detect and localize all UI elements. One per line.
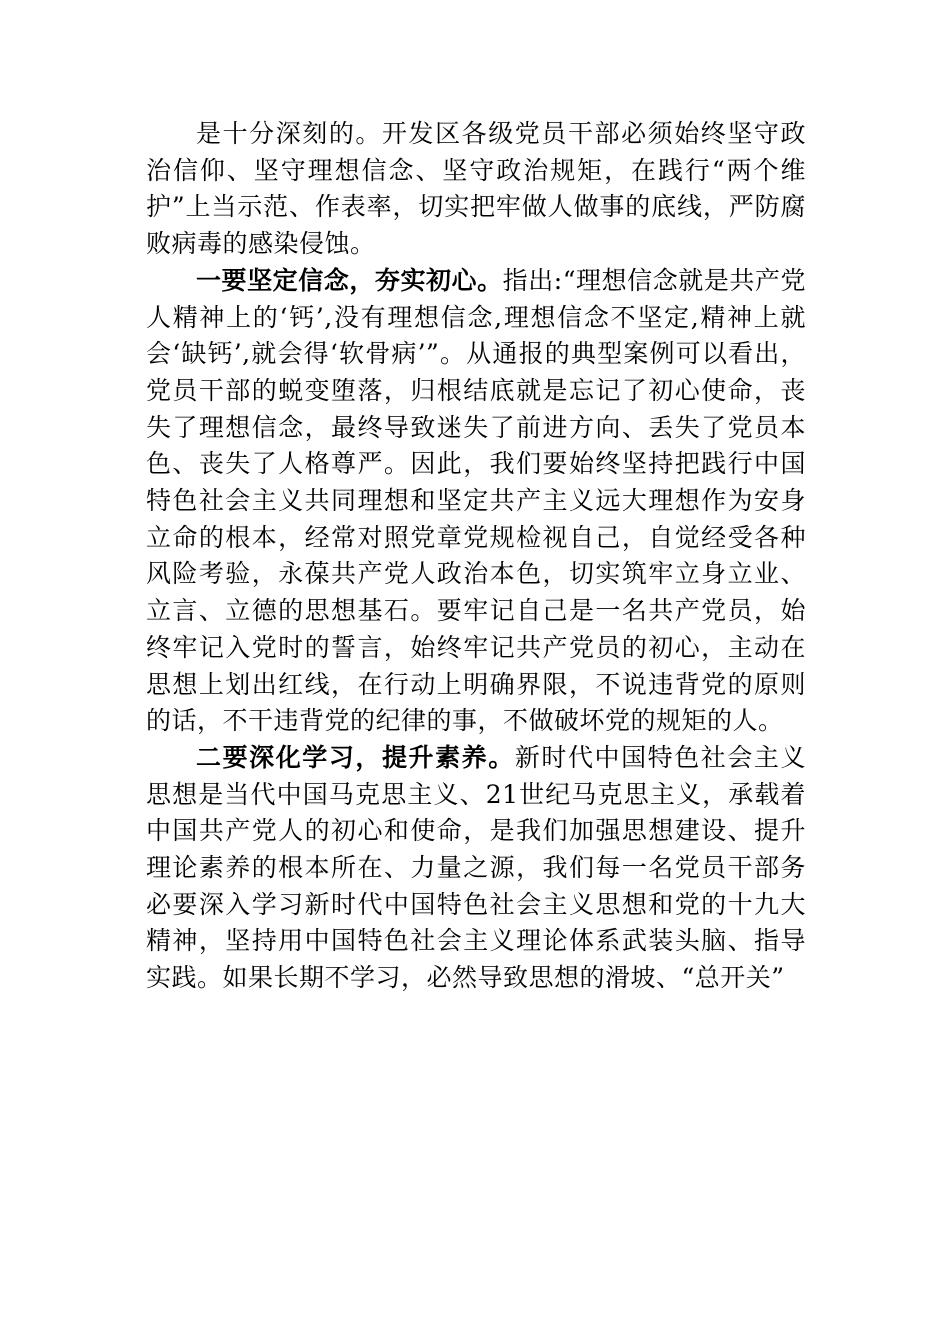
paragraph-firm-belief — [146, 263, 806, 740]
paragraph-text: 新时代中国特色社会主义思想是当代中国马克思主义、21世纪马克思主义，承载着中国共产党人的初心和使命，是我们加强思想建设、提升理论素养的根本所在、力量之源，我们每一名党员干部务必要深入学习新时代中国特色社会主义思想和党的十九大精神，坚持用中国特色社会主义理论体系武装头脑、指导实践。如果长期不学习，必然导致思想的滑坡、“总开关” — [146, 742, 806, 993]
paragraph-heading: 二要深化学习，提升素养。 — [196, 742, 515, 772]
paragraph-heading: 一要坚定信念，夯实初心。 — [196, 265, 503, 295]
paragraph-deepen-study — [146, 740, 806, 997]
document-body — [146, 116, 806, 997]
paragraph-text: 指出:“理想信念就是共产党人精神上的‘钙’,没有理想信念,理想信念不坚定,精神上就会‘缺钙’,就会得‘软骨病’”。从通报的典型案例可以看出，党员干部的蜕变堕落，归根结底就是忘记了初心使命，丧失了理想信念，最终导致迷失了前进方向、丢失了党员本色、丧失了人格尊严。因此，我们要始终坚持把践行中国特色社会主义共同理想和坚定共产主义远大理想作为安身立命的根本，经常对照党章党规检视自己，自觉经受各种风险考验，永葆共产党人政治本色，切实筑牢立身立业、立言、立德的思想基石。要牢记自己是一名共产党员，始终牢记入党时的誓言，始终牢记共产党员的初心，主动在思想上划出红线，在行动上明确界限，不说违背党的原则的话，不干违背党的纪律的事，不做破坏党的规矩的人。 — [146, 265, 806, 736]
paragraph-intro — [146, 116, 806, 263]
paragraph-text: 是十分深刻的。开发区各级党员干部必须始终坚守政治信仰、坚守理想信念、坚守政治规矩，在践行“两个维护”上当示范、作表率，切实把牢做人做事的底线，严防腐败病毒的感染侵蚀。 — [146, 119, 806, 259]
